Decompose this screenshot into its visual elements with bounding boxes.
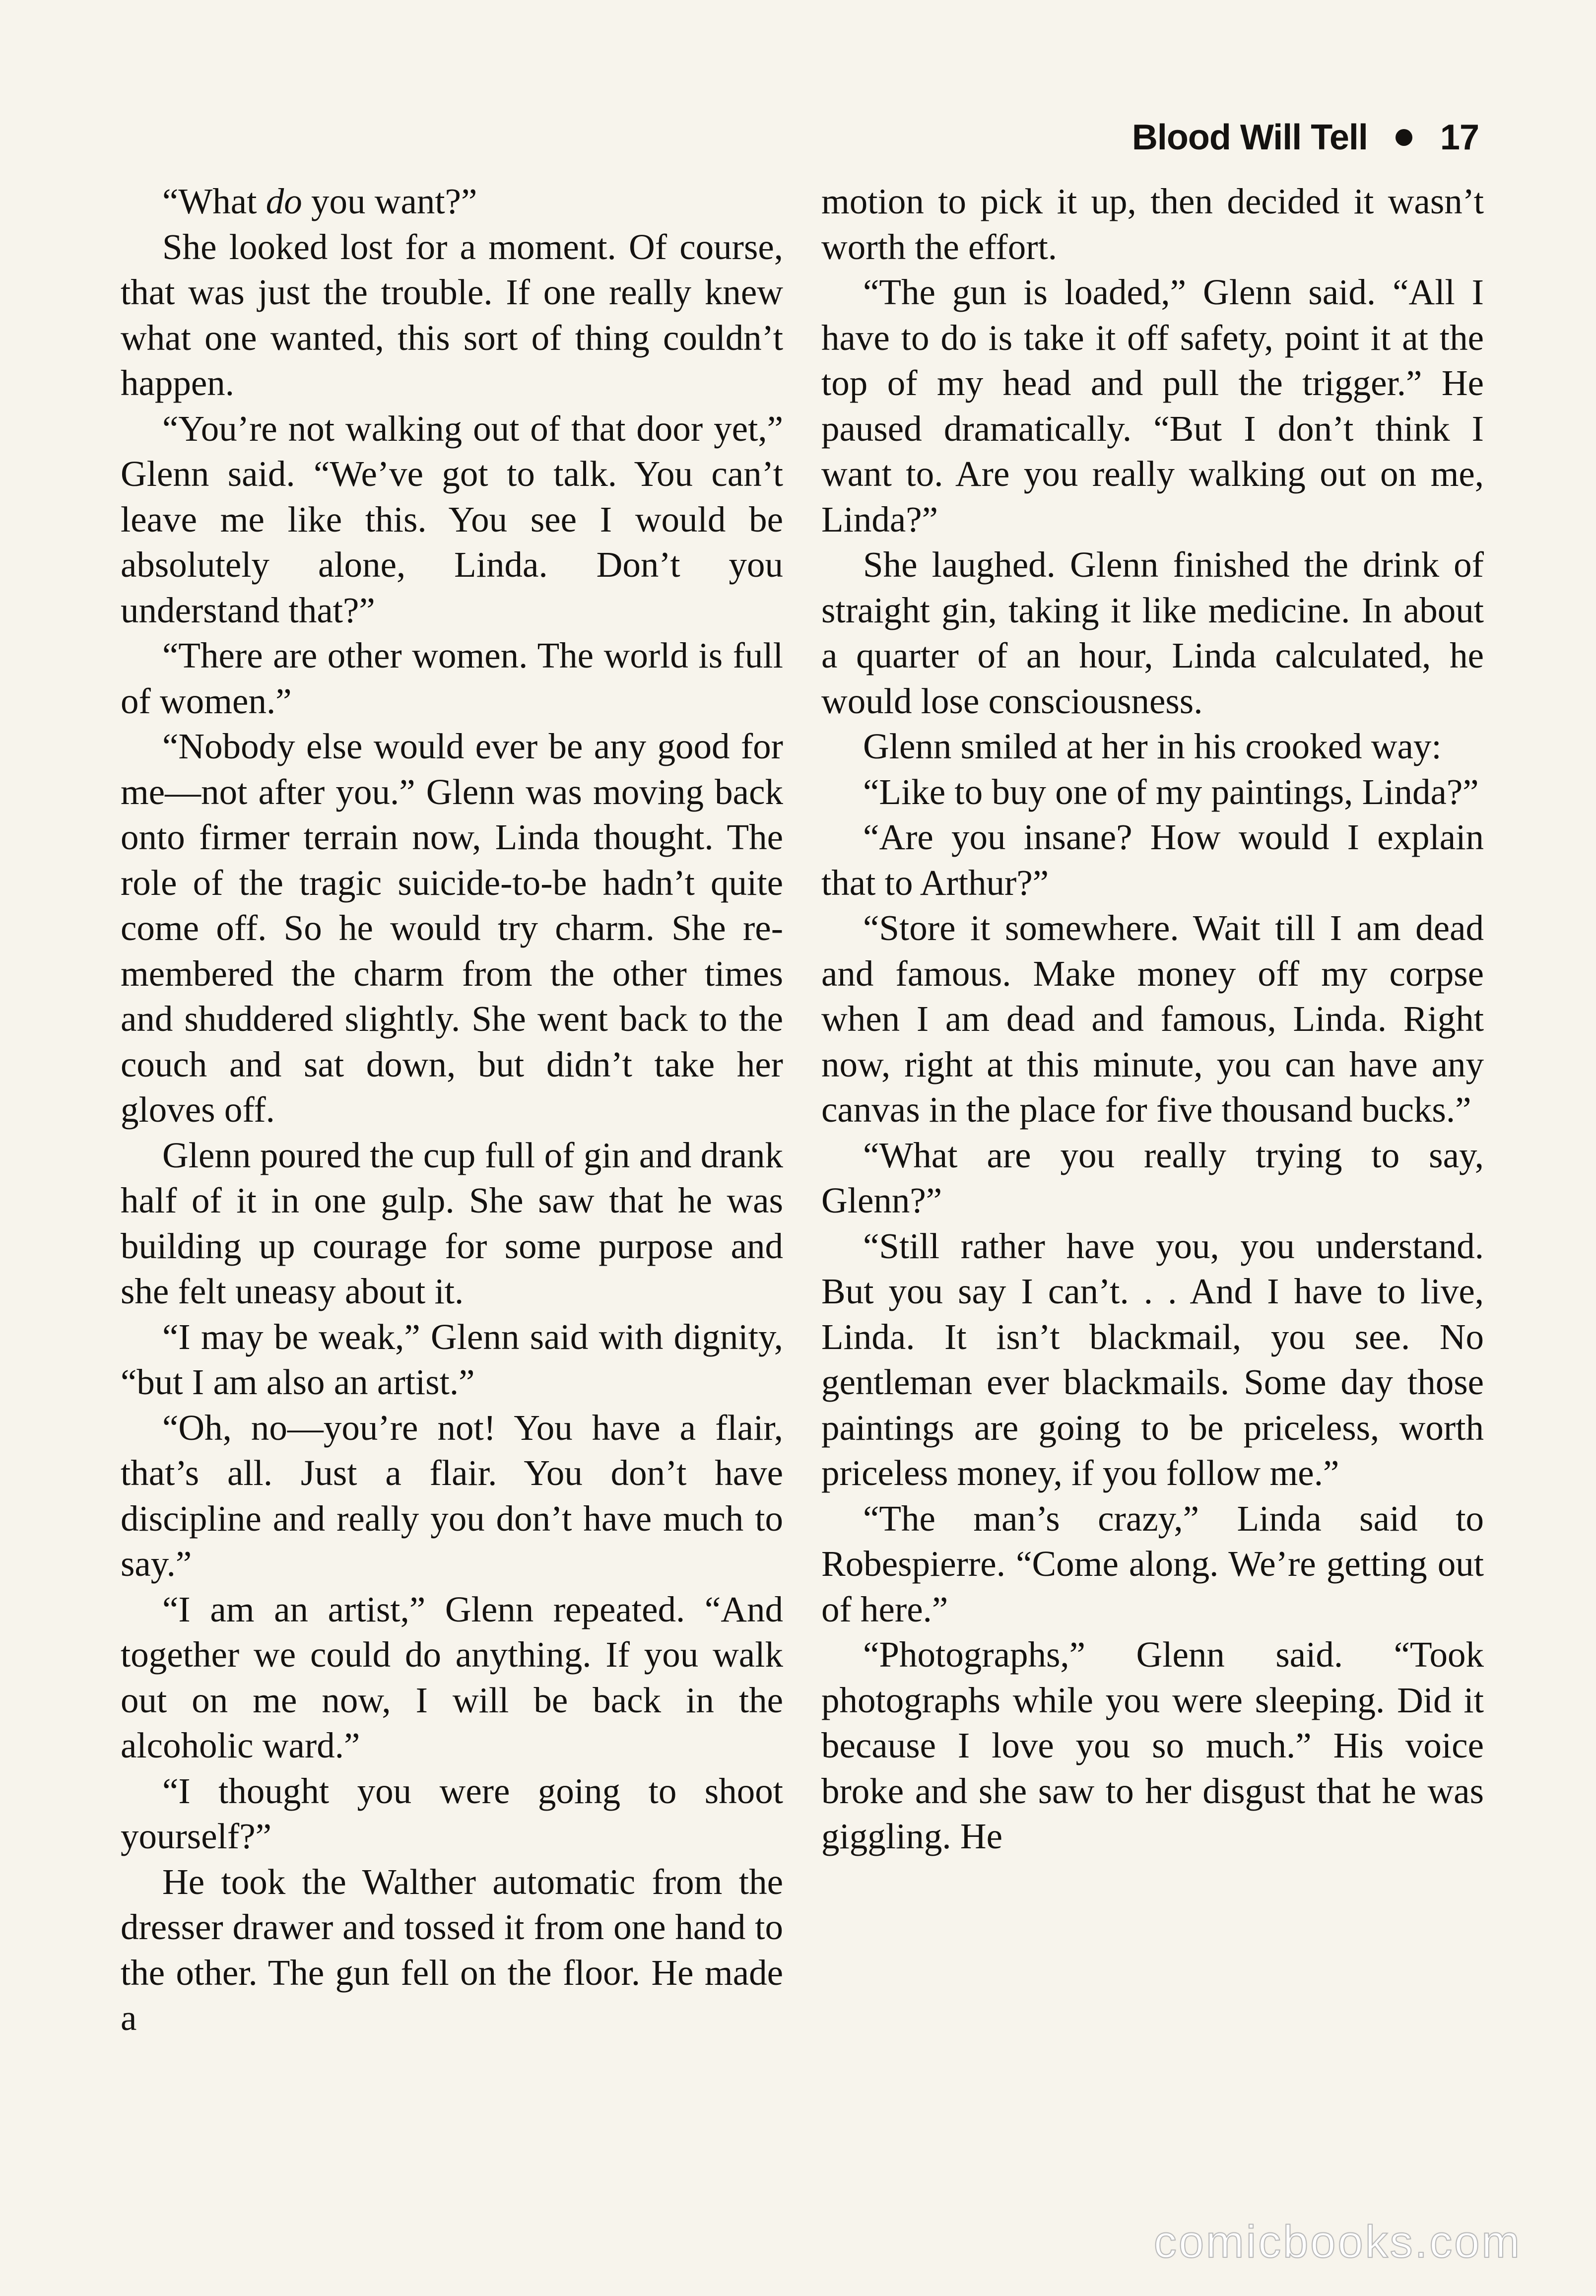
bullet-icon	[1396, 129, 1412, 146]
paragraph: “The gun is loaded,” Glenn said. “All I have to do is take it off safety, point it at the top of my head and pull the trigger.” He paused dramatically. “But I don’t think I want to. Are you really walking out on me, Linda?”	[821, 272, 1484, 540]
header-title: Blood Will Tell	[1131, 118, 1368, 157]
watermark-logo: comicbooks.com	[1153, 2217, 1522, 2267]
left-column	[121, 179, 783, 2041]
paragraph: “Are you insane? How would I explain that to Arthur?”	[821, 817, 1484, 903]
paragraph: “There are other women. The world is full of women.”	[121, 635, 783, 721]
paragraph: “What are you really trying to say, Glenn?”	[821, 1135, 1484, 1220]
paragraph: “Store it somewhere. Wait till I am dead and famous. Make money off my corpse when I am dead and famous, Linda. Right now, right at this minute, you can have any canvas in the place for five thousand bucks.”	[821, 908, 1484, 1130]
paragraph: “Oh, no—you’re not! You have a flair, that’s all. Just a flair. You don’t have discipline and really you don’t have much to say.”	[121, 1407, 783, 1584]
paragraph: “Nobody else would ever be any good for me—not after you.” Glenn was moving back onto firmer terrain now, Linda thought. The role of the tragic suicide-to-be hadn’t quite come off. So he would try charm. She remembered the charm from the other times and shuddered slightly. She went back to the couch and sat down, but didn’t take her gloves off.	[121, 726, 783, 1130]
paragraph: “Photographs,” Glenn said. “Took photographs while you were sleeping. Did it because I love you so much.” His voice broke and she saw to her disgust that he was giggling. He	[821, 1634, 1484, 1856]
page-number: 17	[1440, 118, 1479, 157]
paragraph: Glenn smiled at her in his crooked way:	[863, 726, 1442, 766]
right-column	[821, 179, 1484, 1859]
paragraph: “What do you want?”	[162, 181, 477, 221]
paragraph: She laughed. Glenn finished the drink of straight gin, taking it like medicine. In about a quarter of an hour, Linda calculated, he would lose consciousness.	[821, 544, 1484, 721]
paragraph: Glenn poured the cup full of gin and drank half of it in one gulp. She saw that he was building up courage for some purpose and she felt uneasy about it.	[121, 1135, 783, 1311]
running-header	[1132, 117, 1479, 158]
paragraph: He took the Walther automatic from the dresser drawer and tossed it from one hand to the other. The gun fell on the floor. He made a	[121, 1861, 783, 2038]
paragraph: “I am an artist,” Glenn repeated. “And together we could do anything. If you walk out on me now, I will be back in the alcoholic ward.”	[121, 1589, 783, 1765]
paragraph: “The man’s crazy,” Linda said to Robespierre. “Come along. We’re getting out of here.”	[821, 1498, 1484, 1629]
paragraph: She looked lost for a moment. Of course, that was just the trouble. If one really knew what one wanted, this sort of thing couldn’t happen.	[121, 226, 783, 403]
paragraph: “Like to buy one of my paintings, Linda?”	[863, 771, 1479, 812]
paragraph: “You’re not walking out of that door yet,” Glenn said. “We’ve got to talk. You can’t leave me like this. You see I would be absolutely alone, Linda. Don’t you understand that?”	[121, 408, 783, 630]
paragraph: “Still rather have you, you understand. But you say I can’t. . . And I have to live, Linda. It isn’t blackmail, you see. No gentleman ever blackmails. Some day those paintings are going to be priceless, worth priceless money, if you follow me.”	[821, 1225, 1484, 1493]
paragraph: “I thought you were going to shoot yourself?”	[121, 1770, 783, 1856]
paragraph-continued: motion to pick it up, then decided it wasn’t worth the effort.	[821, 181, 1484, 267]
paragraph: “I may be weak,” Glenn said with dignity, “but I am also an artist.”	[121, 1316, 783, 1402]
